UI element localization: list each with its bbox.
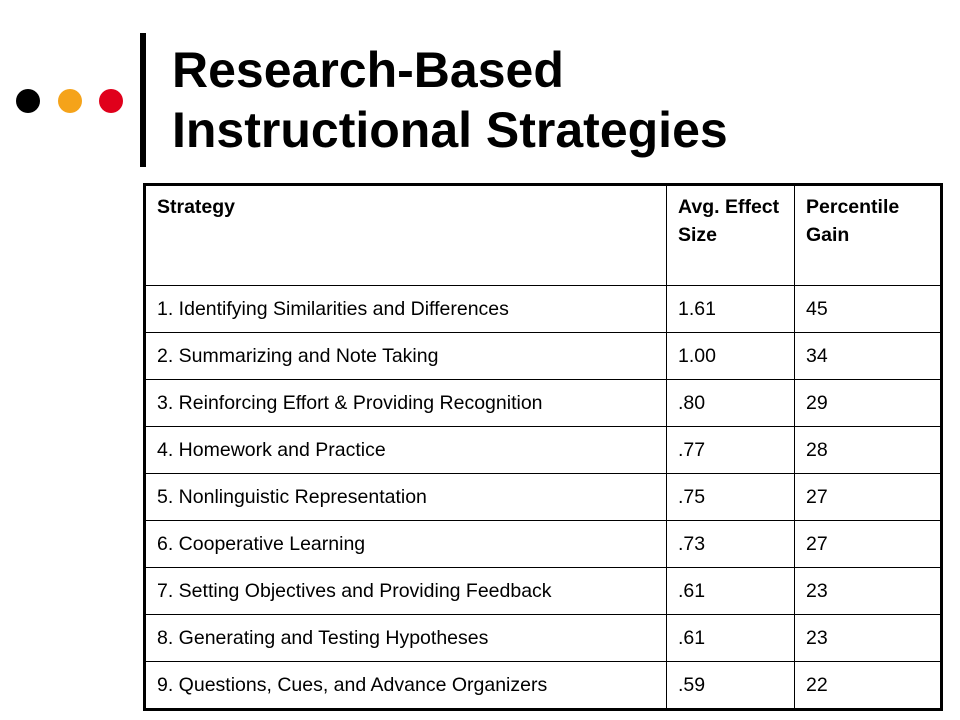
table-row bbox=[145, 286, 942, 333]
effect-size-cell: .61 bbox=[667, 568, 795, 615]
percentile-gain-cell: 28 bbox=[795, 427, 942, 474]
effect-size-cell: .61 bbox=[667, 615, 795, 662]
strategies-table bbox=[143, 183, 943, 711]
effect-size-cell: .73 bbox=[667, 521, 795, 568]
percentile-gain-cell: 23 bbox=[795, 568, 942, 615]
black-dot-icon bbox=[16, 89, 40, 113]
header-effect-size: Avg. Effect Size bbox=[667, 185, 795, 286]
table-row bbox=[145, 568, 942, 615]
effect-size-cell: .75 bbox=[667, 474, 795, 521]
percentile-gain-cell: 29 bbox=[795, 380, 942, 427]
effect-size-cell: 1.61 bbox=[667, 286, 795, 333]
table-row bbox=[145, 521, 942, 568]
effect-size-cell: .59 bbox=[667, 662, 795, 710]
header-percentile-gain: Percentile Gain bbox=[795, 185, 942, 286]
strategy-cell: 2. Summarizing and Note Taking bbox=[145, 333, 667, 380]
percentile-gain-cell: 45 bbox=[795, 286, 942, 333]
percentile-gain-cell: 27 bbox=[795, 474, 942, 521]
title-divider-line bbox=[140, 33, 146, 167]
slide-title-line-2: Instructional Strategies bbox=[172, 102, 728, 158]
slide-title-line-1: Research-Based bbox=[172, 42, 564, 98]
strategy-cell: 8. Generating and Testing Hypotheses bbox=[145, 615, 667, 662]
effect-size-cell: 1.00 bbox=[667, 333, 795, 380]
percentile-gain-cell: 27 bbox=[795, 521, 942, 568]
strategy-cell: 1. Identifying Similarities and Differences bbox=[145, 286, 667, 333]
table-row bbox=[145, 615, 942, 662]
strategy-cell: 9. Questions, Cues, and Advance Organizers bbox=[145, 662, 667, 710]
percentile-gain-cell: 34 bbox=[795, 333, 942, 380]
header-strategy: Strategy bbox=[145, 185, 667, 286]
orange-dot-icon bbox=[58, 89, 82, 113]
table-row bbox=[145, 662, 942, 710]
red-dot-icon bbox=[99, 89, 123, 113]
percentile-gain-cell: 22 bbox=[795, 662, 942, 710]
strategy-cell: 3. Reinforcing Effort & Providing Recognition bbox=[145, 380, 667, 427]
strategy-cell: 5. Nonlinguistic Representation bbox=[145, 474, 667, 521]
slide-title bbox=[172, 40, 942, 160]
strategy-cell: 7. Setting Objectives and Providing Feedback bbox=[145, 568, 667, 615]
table-header-row bbox=[145, 185, 942, 286]
effect-size-cell: .80 bbox=[667, 380, 795, 427]
percentile-gain-cell: 23 bbox=[795, 615, 942, 662]
effect-size-cell: .77 bbox=[667, 427, 795, 474]
decorative-dots bbox=[16, 89, 126, 113]
table-row bbox=[145, 474, 942, 521]
table-row bbox=[145, 333, 942, 380]
strategy-cell: 4. Homework and Practice bbox=[145, 427, 667, 474]
table-row bbox=[145, 380, 942, 427]
strategy-cell: 6. Cooperative Learning bbox=[145, 521, 667, 568]
table-row bbox=[145, 427, 942, 474]
